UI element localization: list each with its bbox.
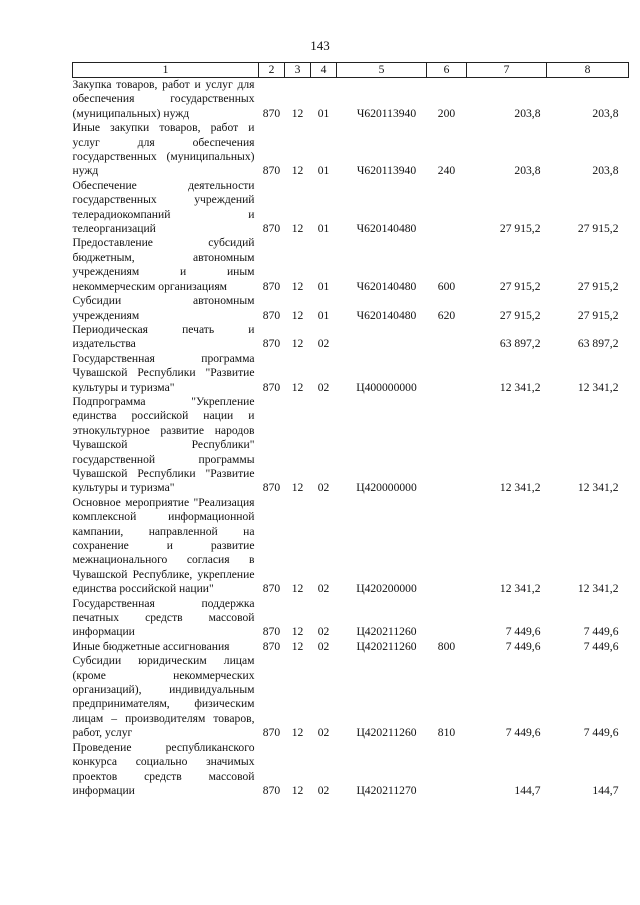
row-name: Субсидии юридическим лицам (кроме некоммерческих организаций), индивидуальным предпринимателям, физическим лицам – производителям товаров, работ, услуг — [72, 654, 255, 740]
cell-amount-col7: 12 341,2 — [499, 582, 541, 596]
cell-subsection: 01 — [317, 279, 330, 293]
cell-admin-code: 870 — [262, 726, 281, 740]
row-name: Основное мероприятие "Реализация комплексной информационной кампании, направленной на сохранение и развитие межнационального согласия в Чувашской Республике, укрепление единства российской нации" — [72, 495, 255, 596]
cell-section: 12 — [291, 582, 304, 596]
table-row — [73, 294, 629, 323]
cell-expense-type — [427, 597, 467, 640]
cell-expense-type — [427, 741, 467, 799]
cell-expense-type: 240 — [437, 164, 456, 178]
cell-amount-col7: 27 915,2 — [499, 222, 541, 236]
cell-target-code: Ч620140480 — [356, 279, 417, 293]
cell-amount-col8: 7 449,6 — [583, 639, 619, 653]
cell-subsection: 01 — [317, 106, 330, 120]
cell-amount-col7: 27 915,2 — [499, 279, 541, 293]
cell-amount-col8: 7 449,6 — [583, 726, 619, 740]
cell-admin-code: 870 — [262, 308, 281, 322]
row-name: Подпрограмма "Укрепление единства российской нации и этнокультурное развитие народов Чувашской Республики" государственной программы Чувашской Республики "Развитие культуры и туризма" — [72, 394, 255, 495]
cell-subsection: 02 — [317, 639, 330, 653]
cell-admin-code: 870 — [262, 337, 281, 351]
cell-amount-col7: 144,7 — [514, 783, 541, 797]
cell-expense-type: 200 — [437, 106, 456, 120]
column-header: 4 — [311, 63, 337, 78]
row-name: Обеспечение деятельности государственных учреждений телерадиокомпаний и телеорганизаций — [72, 178, 255, 236]
cell-amount-col8: 27 915,2 — [577, 279, 619, 293]
cell-admin-code: 870 — [262, 279, 281, 293]
cell-amount-col8: 7 449,6 — [583, 625, 619, 639]
cell-admin-code: 870 — [262, 582, 281, 596]
cell-section: 12 — [291, 308, 304, 322]
cell-expense-type — [427, 179, 467, 237]
cell-section: 12 — [291, 625, 304, 639]
table-row — [73, 323, 629, 352]
row-name: Предоставление субсидий бюджетным, автономным учреждениям и иным некоммерческим организациям — [72, 236, 255, 293]
cell-amount-col8: 27 915,2 — [577, 308, 619, 322]
table-body — [73, 78, 629, 799]
row-name: Периодическая печать и издательства — [72, 322, 255, 351]
cell-subsection: 01 — [317, 308, 330, 322]
cell-admin-code: 870 — [262, 380, 281, 394]
cell-amount-col7: 7 449,6 — [505, 726, 541, 740]
cell-subsection: 02 — [317, 783, 330, 797]
cell-amount-col8: 12 341,2 — [577, 582, 619, 596]
cell-subsection: 02 — [317, 625, 330, 639]
cell-expense-type — [427, 395, 467, 496]
cell-subsection: 02 — [317, 380, 330, 394]
cell-subsection: 02 — [317, 337, 330, 351]
cell-target-code: Ч620140480 — [356, 308, 417, 322]
cell-amount-col7: 27 915,2 — [499, 308, 541, 322]
cell-target-code: Ч620113940 — [356, 164, 417, 178]
cell-amount-col7: 7 449,6 — [505, 625, 541, 639]
cell-amount-col7: 12 341,2 — [499, 380, 541, 394]
row-name: Иные бюджетные ассигнования — [72, 639, 230, 653]
table-row — [73, 496, 629, 597]
cell-target-code: Ч620140480 — [356, 222, 417, 236]
table-row — [73, 597, 629, 640]
table-row — [73, 78, 629, 122]
cell-subsection: 01 — [317, 164, 330, 178]
column-header: 3 — [285, 63, 311, 78]
cell-admin-code: 870 — [262, 783, 281, 797]
cell-section: 12 — [291, 164, 304, 178]
cell-amount-col7: 7 449,6 — [505, 639, 541, 653]
cell-section: 12 — [291, 481, 304, 495]
cell-amount-col8: 27 915,2 — [577, 222, 619, 236]
row-name: Закупка товаров, работ и услуг для обеспечения государственных (муниципальных) нужд — [72, 78, 255, 120]
column-header: 8 — [547, 63, 629, 78]
cell-target-code: Ц420211270 — [356, 783, 417, 797]
table-row — [73, 179, 629, 237]
cell-admin-code: 870 — [262, 481, 281, 495]
cell-amount-col8: 12 341,2 — [577, 380, 619, 394]
budget-table — [72, 62, 629, 798]
cell-expense-type: 620 — [437, 308, 456, 322]
row-name: Государственная поддержка печатных средств массовой информации — [72, 596, 255, 639]
cell-expense-type: 800 — [437, 639, 456, 653]
cell-admin-code: 870 — [262, 222, 281, 236]
cell-section: 12 — [291, 380, 304, 394]
cell-subsection: 02 — [317, 726, 330, 740]
cell-expense-type: 810 — [437, 726, 456, 740]
table-row — [73, 395, 629, 496]
cell-amount-col8: 203,8 — [592, 106, 619, 120]
cell-subsection: 02 — [317, 582, 330, 596]
row-name: Иные закупки товаров, работ и услуг для обеспечения государственных (муниципальных) нужд — [72, 121, 255, 178]
cell-amount-col7: 63 897,2 — [499, 337, 541, 351]
cell-target-code: Ц420211260 — [356, 726, 417, 740]
cell-amount-col8: 144,7 — [592, 783, 619, 797]
cell-expense-type — [427, 323, 467, 352]
cell-amount-col8: 12 341,2 — [577, 481, 619, 495]
cell-section: 12 — [291, 337, 304, 351]
table-row — [73, 741, 629, 799]
cell-section: 12 — [291, 783, 304, 797]
cell-target-code: Ц420211260 — [356, 625, 417, 639]
table-row — [73, 236, 629, 294]
row-name: Государственная программа Чувашской Республики "Развитие культуры и туризма" — [72, 351, 255, 394]
table-row — [73, 121, 629, 179]
cell-amount-col7: 203,8 — [514, 106, 541, 120]
cell-amount-col7: 203,8 — [514, 164, 541, 178]
column-header: 6 — [427, 63, 467, 78]
cell-target-code: Ч620113940 — [356, 106, 417, 120]
table-row — [73, 654, 629, 740]
table-row — [73, 352, 629, 395]
cell-section: 12 — [291, 222, 304, 236]
page-number: 143 — [310, 38, 330, 53]
cell-subsection: 01 — [317, 222, 330, 236]
cell-section: 12 — [291, 639, 304, 653]
cell-subsection: 02 — [317, 481, 330, 495]
cell-target-code: Ц420000000 — [356, 481, 417, 495]
cell-section: 12 — [291, 106, 304, 120]
cell-amount-col8: 63 897,2 — [577, 337, 619, 351]
table-row — [73, 640, 629, 654]
cell-amount-col8: 203,8 — [592, 164, 619, 178]
cell-admin-code: 870 — [262, 625, 281, 639]
cell-expense-type — [427, 496, 467, 597]
cell-admin-code: 870 — [262, 639, 281, 653]
cell-admin-code: 870 — [262, 106, 281, 120]
cell-section: 12 — [291, 279, 304, 293]
cell-expense-type: 600 — [437, 279, 456, 293]
cell-target-code: Ц420211260 — [356, 639, 417, 653]
cell-admin-code: 870 — [262, 164, 281, 178]
column-header: 7 — [467, 63, 547, 78]
row-name: Субсидии автономным учреждениям — [72, 294, 255, 322]
cell-amount-col7: 12 341,2 — [499, 481, 541, 495]
row-name: Проведение республиканского конкурса социально значимых проектов средств массовой информации — [72, 740, 255, 797]
cell-target-code: Ц420200000 — [356, 582, 417, 596]
cell-target-code: Ц400000000 — [356, 380, 417, 394]
column-header: 2 — [259, 63, 285, 78]
cell-expense-type — [427, 352, 467, 395]
cell-section: 12 — [291, 726, 304, 740]
column-number-header — [73, 63, 629, 78]
column-header: 5 — [337, 63, 427, 78]
column-header: 1 — [73, 63, 259, 78]
cell-target-code — [337, 323, 427, 352]
